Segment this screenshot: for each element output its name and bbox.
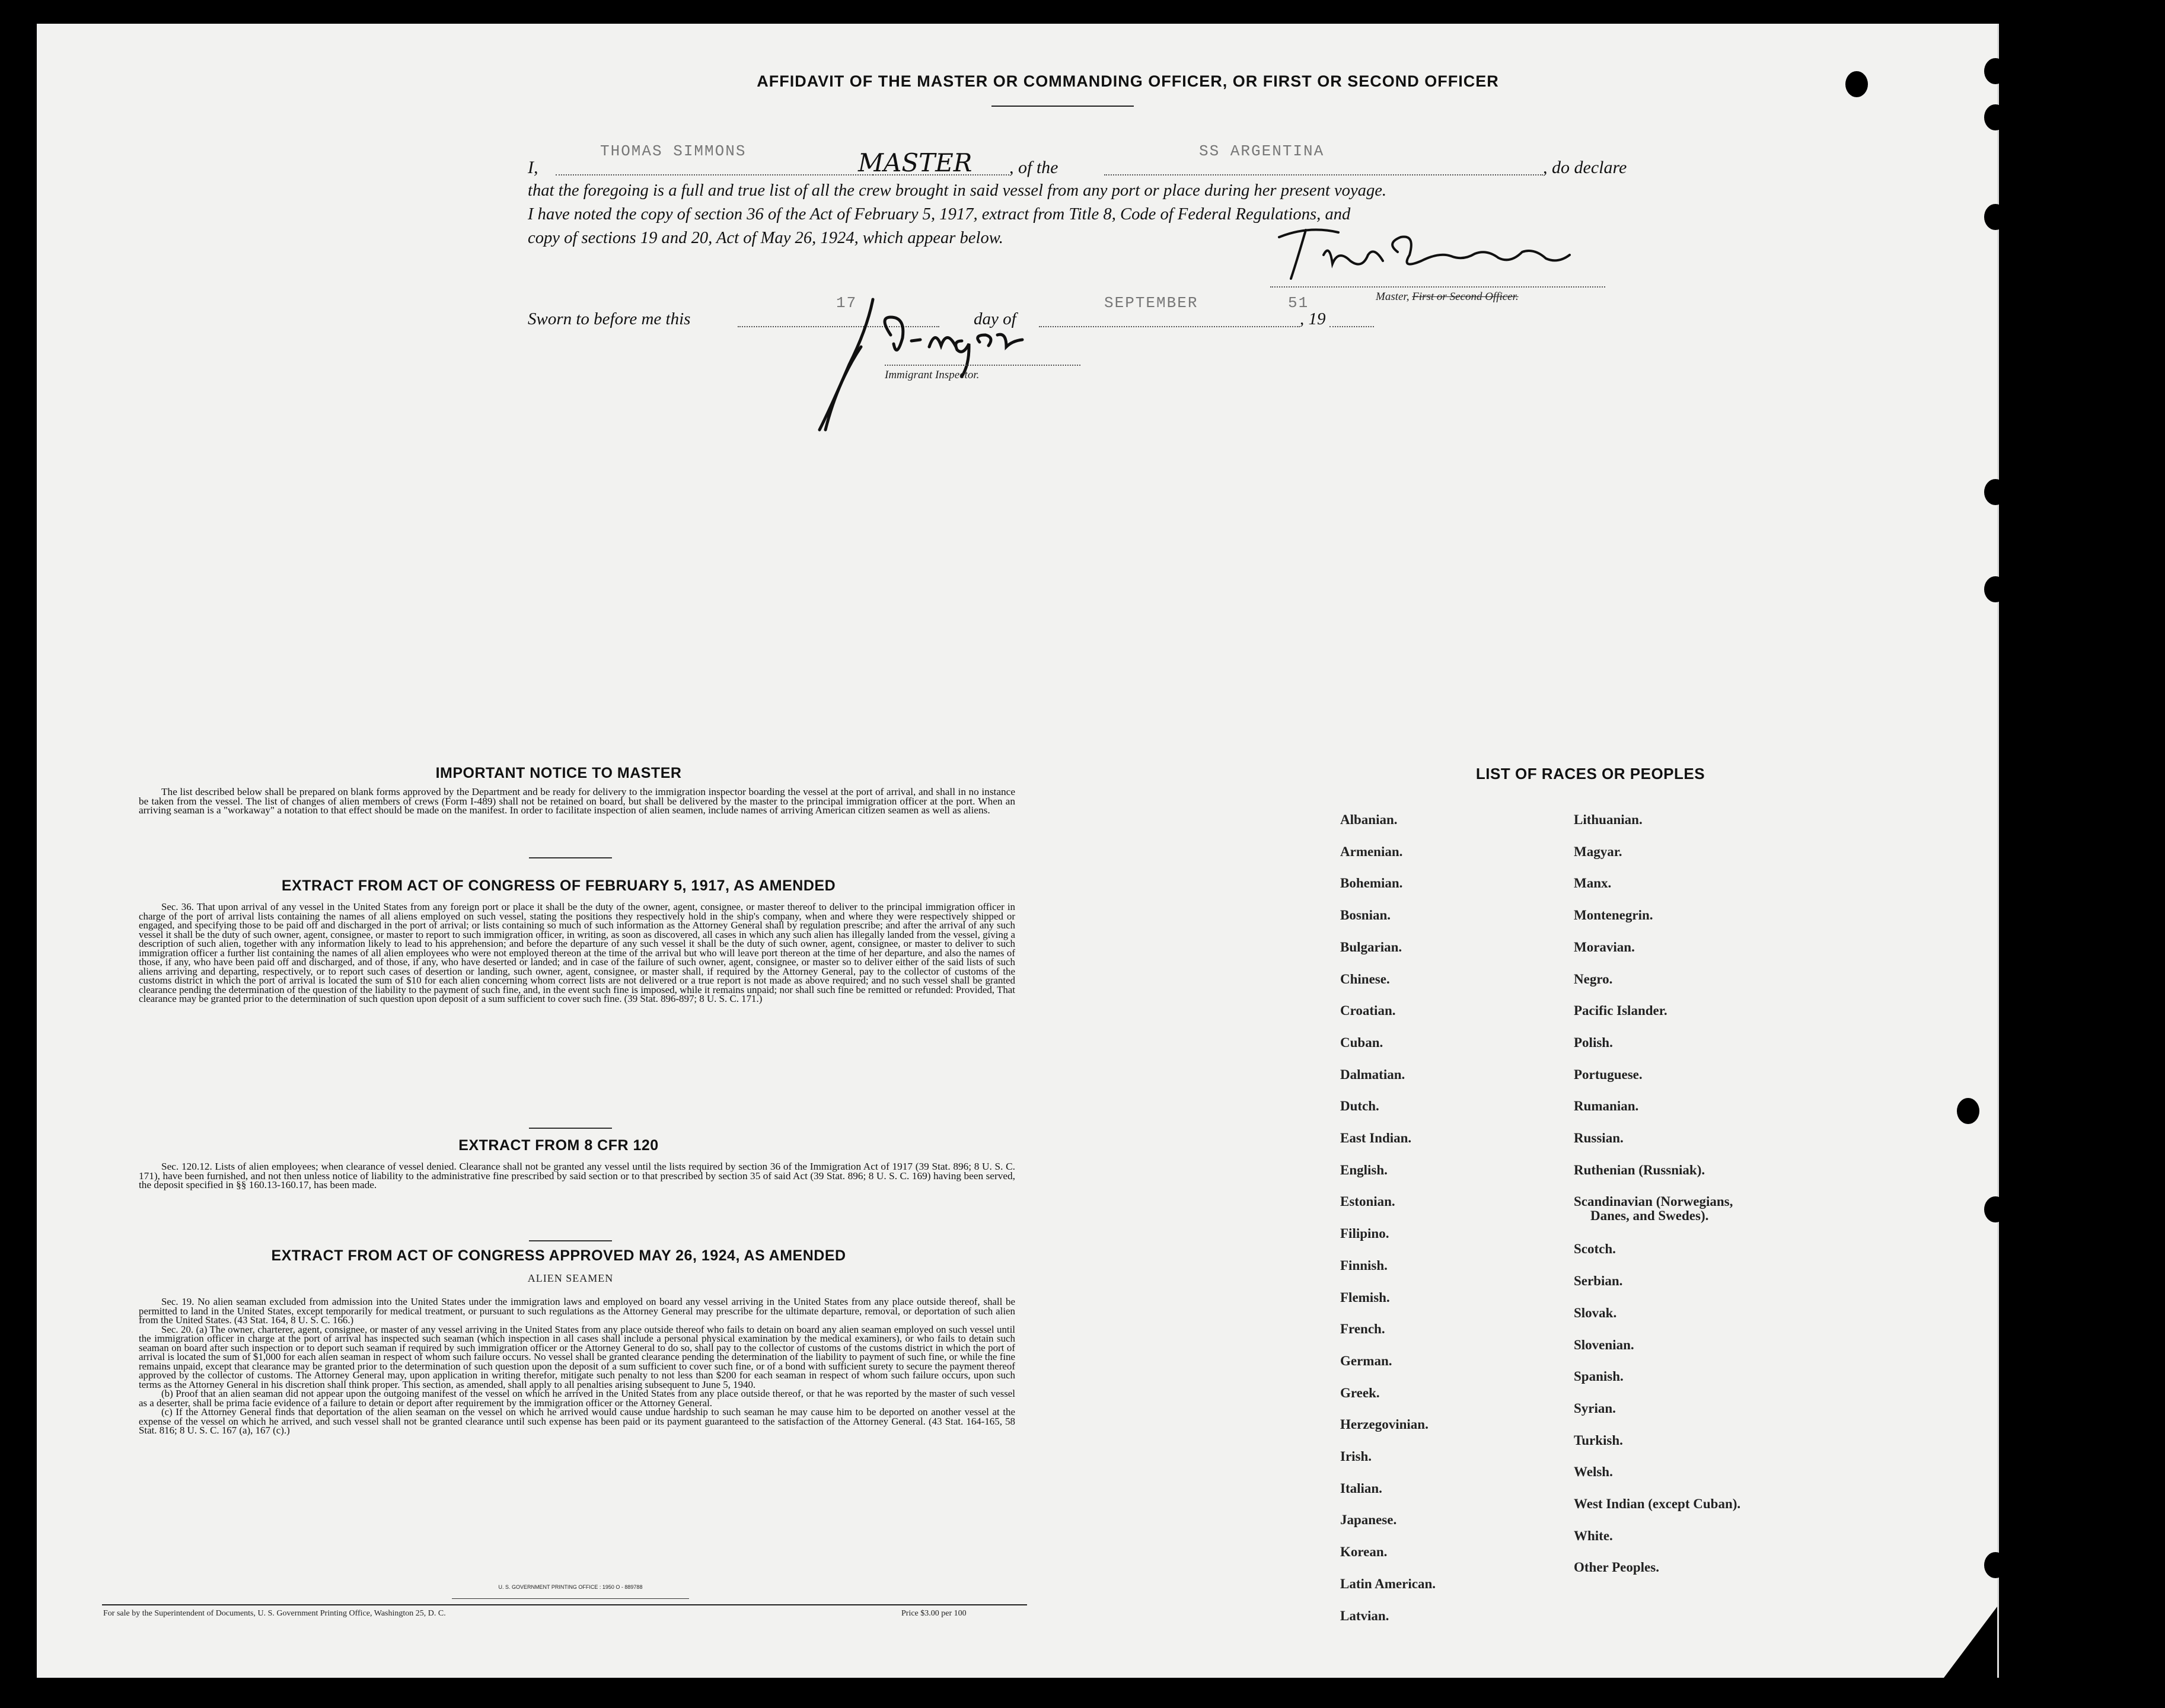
punch-hole [1984, 204, 2007, 230]
year-prefix: , 19 [1300, 309, 1326, 328]
day-of-text: day of [974, 309, 1016, 328]
alien-seamen-subtitle: ALIEN SEAMEN [527, 1272, 614, 1284]
race-item: Italian. [1340, 1480, 1382, 1496]
punch-hole [1984, 576, 2007, 602]
punch-hole [1845, 71, 1868, 97]
punch-hole [1984, 1196, 2007, 1222]
master-signature [1273, 219, 1605, 285]
affidavit-line4: copy of sections 19 and 20, Act of May 26, 1924, which appear below. [528, 229, 1003, 247]
month-dotline [1039, 326, 1300, 327]
extract-1917-title: EXTRACT FROM ACT OF CONGRESS OF FEBRUARY 5, 1917, AS AMENDED [281, 877, 836, 894]
race-item: Manx. [1574, 876, 1612, 891]
footer-left: For sale by the Superintendent of Documents, U. S. Government Printing Office, Washington 25, D. C. [103, 1609, 446, 1618]
extract-1924-text [139, 1297, 1015, 1435]
race-item: Bohemian. [1340, 876, 1403, 891]
do-declare-text: , do declare [1543, 158, 1627, 177]
signature-dotline [1270, 286, 1605, 288]
extract-cfr-title: EXTRACT FROM 8 CFR 120 [458, 1137, 659, 1154]
race-item: Slovak. [1574, 1305, 1617, 1320]
race-item: Dutch. [1340, 1099, 1379, 1114]
vessel-name: SS ARGENTINA [1199, 142, 1325, 160]
race-item: Bulgarian. [1340, 939, 1402, 954]
affidavit-line3: I have noted the copy of section 36 of the Act of February 5, 1917, extract from Title 8, Code of Federal Regulations, and [528, 205, 1351, 224]
race-item: Greek. [1340, 1385, 1380, 1400]
race-item: Cuban. [1340, 1035, 1383, 1050]
extract-cfr-text: Sec. 120.12. Lists of alien employees; when clearance of vessel denied. Clearance shall not be granted any vessel until the lists required by section 36 of the Immigration Act of 1917 (39 Stat. 896; 8 U. S. C. 171), have been furnished, and not then unless notice of liability to the administrative fine prescribed by said section or to that prescribed by section 35 of said Act (39 Stat. 896; 8 U. S. C. 169) having been served, the deposit specified in §§ 160.13-160.17, has been made. [139, 1161, 1015, 1191]
sec-20b: (b) Proof that an alien seaman did not appear upon the outgoing manifest of the vessel on which he arrived in the United States from any place outside thereof, or that he was reported by the master of such vessel as a deserter, shall be prima facie evidence of a failure to detain or deport after requirement by the immigration officer or the Attorney General. [139, 1388, 1015, 1409]
race-item: Magyar. [1574, 844, 1622, 859]
notice-text: The list described below shall be prepared on blank forms approved by the Department and be ready for delivery to the immigration inspector boarding the vessel at the port of arrival, and shall in no instance be taken from the vessel. The list of changes of alien members of crews (Form I-489) shall not be retained on board, but shall be delivered by the master to the principal immigration officer at the port. When an arriving seaman is a "workaway" a notation to that effect should be made on the manifest. In order to facilitate inspection of alien seamen, include names of arriving American citizen seamen as well as aliens. [139, 786, 1015, 816]
punch-hole [1984, 1552, 2007, 1578]
race-item: Albanian. [1340, 812, 1398, 827]
race-item: Armenian. [1340, 844, 1403, 859]
notice-title: IMPORTANT NOTICE TO MASTER [435, 765, 682, 781]
race-item: Croatian. [1340, 1003, 1396, 1019]
footer-right: Price $3.00 per 100 [901, 1609, 967, 1618]
signer-role-struck: First or Second Officer. [1412, 290, 1519, 303]
race-item: English. [1340, 1162, 1388, 1177]
extract-cfr-rule [529, 1240, 612, 1241]
race-item: Danes, and Swedes). [1590, 1208, 1709, 1224]
race-item: Portuguese. [1574, 1067, 1643, 1082]
race-item: Japanese. [1340, 1512, 1397, 1528]
signer-role: Master, [1376, 290, 1410, 303]
vessel-dotline [1104, 174, 1543, 175]
race-item: Estonian. [1340, 1194, 1395, 1209]
folded-corner [1944, 1607, 1997, 1678]
inspector-role: Immigrant Inspector. [885, 369, 980, 381]
notice-rule [529, 857, 612, 858]
punch-hole [1984, 479, 2007, 505]
sec-20a: Sec. 20. (a) The owner, charterer, agent, consignee, or master of any vessel arriving in the United States from any place outside thereof who fails to detain on board any alien seaman employed on such vessel until the immigration officer in charge at the port of arrival has inspected such seaman (which inspection in all cases shall include a personal physical examination by the medical examiners), or who fails to detain such seaman on board after such inspection or to deport such seaman if required by such immigration officer or the Attorney General to do so, shall pay to the collector of customs of the customs district in which the port of arrival is located the sum of $1,000 for each alien seaman in respect of whom such failure occurs. No vessel shall be granted clearance pending the determination of the liability to payment of such fine, or while the fine remains unpaid, except that clearance may be granted prior to the determination of such question upon the deposit of a sum sufficient to cover such fine, or of a bond with sufficient surety to secure the payment thereof approved by the collector of customs. The Attorney General may, upon application in writing therefor, mitigate such penalty to not less than $200 for each seaman in respect of whom such failure occurs, upon such terms as the Attorney General in his discretion shall think proper. This section, as amended, shall apply to all penalties arising subsequent to June 5, 1940. [139, 1323, 1015, 1390]
race-item: White. [1574, 1528, 1613, 1543]
extract-1917-rule [529, 1128, 612, 1129]
race-item: Latin American. [1340, 1576, 1436, 1591]
of-the-text: , of the [1009, 158, 1058, 177]
rank-handwritten: MASTER [858, 148, 973, 177]
race-item: Flemish. [1340, 1289, 1390, 1305]
punch-hole [1984, 104, 2007, 130]
name-dotline [556, 174, 873, 175]
race-item: Montenegrin. [1574, 908, 1653, 923]
affidavit-title: AFFIDAVIT OF THE MASTER OR COMMANDING OFFICER, OR FIRST OR SECOND OFFICER [757, 72, 1499, 90]
race-item: Ruthenian (Russniak). [1574, 1162, 1705, 1177]
race-item: Moravian. [1574, 939, 1635, 954]
race-item: Korean. [1340, 1544, 1388, 1560]
year-suffix: 51 [1288, 294, 1309, 312]
race-item: Turkish. [1574, 1432, 1623, 1448]
race-item: Negro. [1574, 971, 1613, 987]
race-item: Irish. [1340, 1449, 1372, 1464]
affidavit-line2: that the foregoing is a full and true list of all the crew brought in said vessel from any port or place during her present voyage. [528, 181, 1387, 200]
race-item: Lithuanian. [1574, 812, 1643, 827]
race-item: Finnish. [1340, 1257, 1388, 1273]
race-item: Welsh. [1574, 1464, 1613, 1480]
inspector-dotline [885, 365, 1080, 366]
sec-20c: (c) If the Attorney General finds that deportation of the alien seaman on the vessel on which he arrived would cause undue hardship to such seaman he may cause him to be deported on another vessel at the expense of the vessel on which he arrived, and such vessel shall not be granted clearance until such expense has been paid or its payment guaranteed to the satisfaction of the Attorney General. (43 Stat. 164-165, 58 Stat. 816; 8 U. S. C. 167 (a), 167 (c).) [139, 1406, 1015, 1436]
footer-center-rule [452, 1598, 689, 1599]
master-name: THOMAS SIMMONS [600, 142, 747, 160]
punch-hole [1984, 58, 2007, 84]
extract-1917-text: Sec. 36. That upon arrival of any vessel in the United States from any foreign port or place it shall be the duty of the owner, agent, consignee, or master thereof to deliver to the principal immigration officer in charge of the port of arrival lists containing the names of all aliens employed on such vessel, stating the positions they respectively hold in the ship's company, when and where they were respectively shipped or engaged, and specifying those to be paid off and discharged in the port of arrival; or lists containing so much of such information as the Attorney General shall by regulation prescribe; and after the arrival of any such vessel it shall be the duty of such owner, agent, consignee, or master to report to such immigration officer, in writing, as soon as discovered, all cases in which any such alien has illegally landed from the vessel, giving a description of such alien, together with any information likely to lead to his apprehension; and before the departure of any such vessel it shall be the duty of such owner, agent, consignee, or master to deliver to such immigration officer a further list containing the names of all alien employees who were not employed thereon at the time of the arrival but who will leave port thereon at the time of her departure, and also the names of those, if any, who have been paid off and discharged, and of those, if any, who have deserted or landed; and in case of the failure of such owner, agent, consignee, or master so to deliver either of the said lists of such aliens arriving and departing, respectively, or to report such cases of desertion or landing, such owner, agent, consignee, or master shall, if required by the Attorney General, pay to the collector of customs of the customs district in which the port of arrival is located the sum of $10 for each alien concerning whom correct lists are not delivered or a true report is not made as above required; and no such vessel shall be granted clearance pending the determination of the question of the liability to the payment of such fine, and, in the event such fine is imposed, while it remains unpaid; nor shall such fine be remitted or refunded: Provided, That clearance may be granted prior to the determination of such question upon deposit of a sum sufficient to cover such fine. (39 Stat. 896-897; 8 U. S. C. 171.) [139, 901, 1015, 1004]
printing-office-note: U. S. GOVERNMENT PRINTING OFFICE : 1950 O - 889788 [498, 1584, 643, 1590]
extract-1924-title: EXTRACT FROM ACT OF CONGRESS APPROVED MAY 26, 1924, AS AMENDED [271, 1247, 846, 1264]
sworn-day: 17 [836, 294, 857, 312]
race-item: Other Peoples. [1574, 1560, 1659, 1575]
race-item: Filipino. [1340, 1226, 1389, 1241]
race-item: Slovenian. [1574, 1337, 1634, 1352]
race-item: Polish. [1574, 1035, 1613, 1050]
race-item: Syrian. [1574, 1400, 1616, 1416]
race-item: Dalmatian. [1340, 1067, 1405, 1082]
sec-19: Sec. 19. No alien seaman excluded from admission into the United States under the immigration laws and employed on board any vessel arriving in the United States from any place outside thereof, shall be permitted to land in the United States, except temporarily for medical treatment, or pursuant to such regulations as the Attorney General may prescribe for the ultimate departure, removal, or deportation of such alien from the United States. (43 Stat. 164, 8 U. S. C. 166.) [139, 1296, 1015, 1326]
title-underline [991, 106, 1134, 107]
race-item: Scotch. [1574, 1241, 1616, 1257]
race-item: Spanish. [1574, 1369, 1624, 1384]
race-item: Chinese. [1340, 971, 1390, 987]
races-title: LIST OF RACES OR PEOPLES [1475, 765, 1705, 783]
race-item: Russian. [1574, 1131, 1624, 1145]
race-item: French. [1340, 1321, 1385, 1337]
race-item: Pacific Islander. [1574, 1003, 1667, 1019]
sworn-month: SEPTEMBER [1104, 294, 1198, 312]
race-item: Scandinavian (Norwegians, [1574, 1194, 1733, 1209]
race-item: Rumanian. [1574, 1099, 1639, 1114]
race-item: East Indian. [1340, 1131, 1412, 1145]
document-page [37, 24, 1999, 1678]
affidavit-i: I, [528, 158, 538, 177]
year-dotline [1329, 326, 1374, 327]
race-item: Herzegovinian. [1340, 1417, 1429, 1432]
sworn-text: Sworn to before me this [528, 309, 691, 328]
race-item: Serbian. [1574, 1273, 1623, 1289]
race-item: German. [1340, 1353, 1392, 1368]
race-item: West Indian (except Cuban). [1574, 1496, 1741, 1511]
footer-rule [102, 1604, 1027, 1605]
race-item: Bosnian. [1340, 908, 1391, 923]
punch-hole [1957, 1098, 1979, 1124]
race-item: Latvian. [1340, 1608, 1389, 1623]
